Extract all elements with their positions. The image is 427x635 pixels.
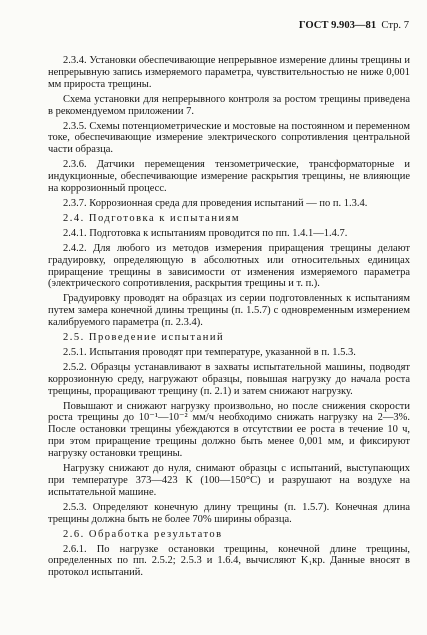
body-text [48,55,410,582]
page-number: Стр. 7 [381,20,409,31]
paragraph-2-3-4: 2.3.4. Установки обеспечивающие непрерывное измерение длины трещины и непрерывную запись измеряемого параметра, чувствительностью не ниже 0,001 мм прироста трещины. [48,55,410,90]
paragraph-2-6-1: 2.6.1. По нагрузке остановки трещины, конечной длине трещины, определенных по пп. 2.5.2; 2.5.3 и 1.6.4, вычисляют K₁кр. Данные вносят в протокол испытаний. [48,543,410,579]
paragraph-load-cycle: Повышают и снижают нагрузку произвольно, но после снижения скорости роста трещины до 10⁻¹—10⁻² мм/ч необходимо снижать нагрузку на 2—3%. После остановки трещины убеждаются в отсутствии ее роста в течение 10 ч, при этом приращение трещины должно быть менее 0,001 мм, и фиксируют нагрузку остановки трещины. [48,400,410,460]
paragraph-2-4-2: 2.4.2. Для любого из методов измерения приращения трещины делают градуировку, определяющую в абсолютных или относительных единицах приращение трещины в зависимости от изменения измеряемого параметра (электрического сопротивления, раскрытия трещины и т. п.). [48,242,410,290]
paragraph-2-3-6: 2.3.6. Датчики перемещения тензометрические, трансформаторные и индукционные, обеспечивающие измерение раскрытия трещины, не влияющие на коррозионный процесс. [48,159,410,195]
gost-number: ГОСТ 9.903—81 [298,20,377,31]
paragraph-2-3-7: 2.3.7. Коррозионная среда для проведения испытаний — по п. 1.3.4. [63,197,368,209]
paragraph-2-5-1: 2.5.1. Испытания проводят при температуре, указанной в п. 1.5.3. [63,346,356,358]
page-header [299,20,409,31]
paragraph-2-5-2: 2.5.2. Образцы устанавливают в захваты испытательной машины, подводят коррозионную среду, нагружают образцы, повышая нагрузку до начала роста трещины, проращивают трещину (п. 2.1) и затем снижают нагрузку. [48,361,410,397]
section-heading-2-5: 2.5. Проведение испытаний [63,332,225,344]
paragraph-2-4-1: 2.4.1. Подготовка к испытаниям проводится по пп. 1.4.1—1.4.7. [63,227,348,239]
section-heading-2-4: 2.4. Подготовка к испытаниям [63,212,241,224]
paragraph-unload: Нагрузку снижают до нуля, снимают образцы с испытаний, выступающих при температуре 373—423 К (100—150°С) и разрушают на воздухе на испытательной машине. [48,463,410,498]
paragraph-calibration: Градуировку проводят на образцах из серии подготовленных к испытаниям путем замера конечной длины трещины (п. 1.5.7) с одновременным измерением калибруемого параметра (п. 2.3.4). [48,293,410,329]
section-heading-2-6: 2.6. Обработка результатов [63,528,223,540]
paragraph-scheme: Схема установки для непрерывного контроля за ростом трещины приведена в рекомендуемом приложении 7. [48,93,410,117]
paragraph-2-3-5: 2.3.5. Схемы потенциометрические и мостовые на постоянном и переменном токе, обеспечивающие измерение электрического сопротивления центральной части образца. [48,120,410,156]
paragraph-2-5-3: 2.5.3. Определяют конечную длину трещины (п. 1.5.7). Конечная длина трещины должна быть не более 70% ширины образца. [48,501,410,525]
